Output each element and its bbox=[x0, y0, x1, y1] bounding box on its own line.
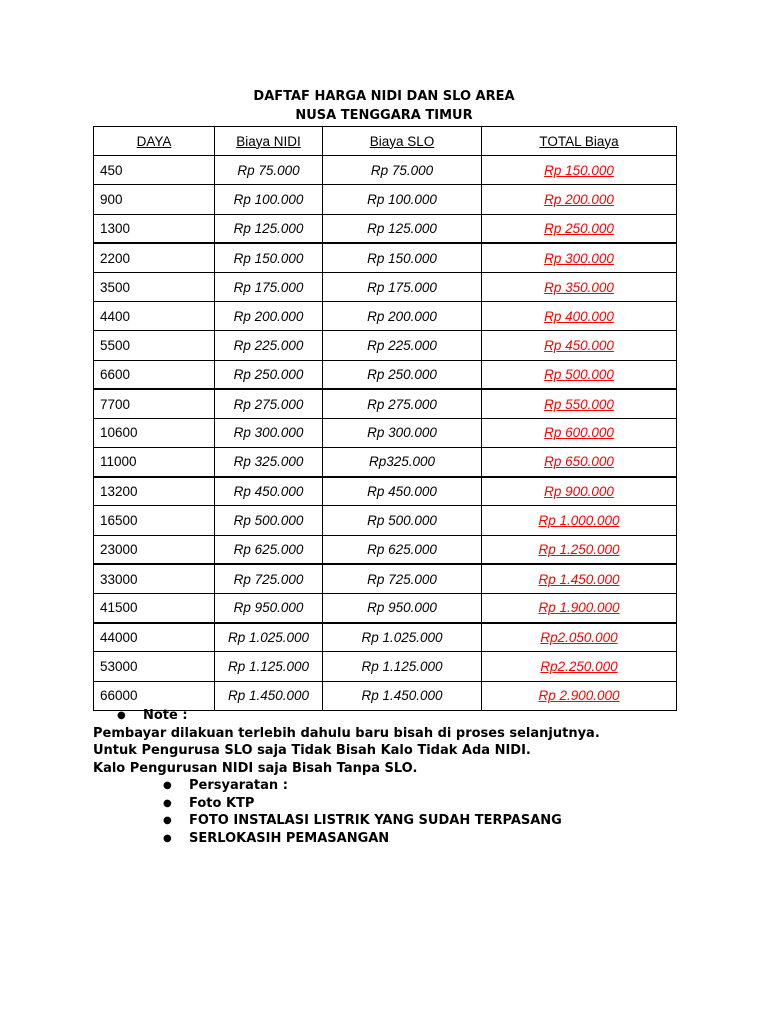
cell-biaya-slo: Rp 300.000 bbox=[323, 418, 482, 447]
cell-biaya-nidi: Rp 125.000 bbox=[215, 214, 323, 243]
cell-biaya-slo: Rp 450.000 bbox=[323, 477, 482, 506]
cell-daya: 900 bbox=[94, 185, 215, 214]
cell-biaya-nidi: Rp 1.025.000 bbox=[215, 623, 323, 652]
cell-biaya-nidi: Rp 300.000 bbox=[215, 418, 323, 447]
cell-biaya-slo: Rp 625.000 bbox=[323, 535, 482, 564]
table-row bbox=[94, 652, 677, 681]
note-line: Untuk Pengurusa SLO saja Tidak Bisah Kalo Tidak Ada NIDI. bbox=[93, 743, 531, 758]
bullet-icon: ● bbox=[163, 797, 172, 809]
cell-total-biaya: Rp 1.900.000 bbox=[482, 594, 677, 623]
cell-biaya-nidi: Rp 275.000 bbox=[215, 389, 323, 418]
requirement-label: Persyaratan : bbox=[189, 778, 288, 793]
cell-biaya-slo: Rp 225.000 bbox=[323, 331, 482, 360]
cell-biaya-nidi: Rp 100.000 bbox=[215, 185, 323, 214]
requirement-label: SERLOKASIH PEMASANGAN bbox=[189, 830, 390, 846]
document-title-line2: NUSA TENGGARA TIMUR bbox=[295, 108, 473, 123]
requirement-item bbox=[163, 812, 693, 830]
note-label: Note : bbox=[143, 708, 188, 723]
cell-biaya-nidi: Rp 500.000 bbox=[215, 506, 323, 535]
note-line: Kalo Pengurusan NIDI saja Bisah Tanpa SLO. bbox=[93, 760, 418, 776]
cell-daya: 2200 bbox=[94, 243, 215, 272]
cell-total-biaya: Rp 450.000 bbox=[482, 331, 677, 360]
cell-biaya-nidi: Rp 75.000 bbox=[215, 156, 323, 185]
table-row bbox=[94, 185, 677, 214]
cell-daya: 33000 bbox=[94, 564, 215, 593]
cell-total-biaya: Rp 300.000 bbox=[482, 243, 677, 272]
cell-total-biaya: Rp 500.000 bbox=[482, 360, 677, 389]
table-row bbox=[94, 389, 677, 418]
table-row bbox=[94, 564, 677, 593]
table-row bbox=[94, 506, 677, 535]
table-row bbox=[94, 594, 677, 623]
cell-biaya-nidi: Rp 1.450.000 bbox=[215, 681, 323, 710]
cell-biaya-slo: Rp325.000 bbox=[323, 448, 482, 477]
cell-daya: 3500 bbox=[94, 272, 215, 301]
header-total-biaya: TOTAL Biaya bbox=[482, 127, 677, 156]
cell-daya: 5500 bbox=[94, 331, 215, 360]
cell-biaya-nidi: Rp 450.000 bbox=[215, 477, 323, 506]
bullet-icon: ● bbox=[163, 815, 172, 826]
cell-total-biaya: Rp 350.000 bbox=[482, 272, 677, 301]
cell-biaya-slo: Rp 725.000 bbox=[323, 564, 482, 593]
cell-daya: 66000 bbox=[94, 681, 215, 710]
table-row bbox=[94, 156, 677, 185]
cell-biaya-nidi: Rp 950.000 bbox=[215, 594, 323, 623]
note-bullet bbox=[117, 707, 693, 725]
table-row bbox=[94, 418, 677, 447]
cell-biaya-slo: Rp 100.000 bbox=[323, 185, 482, 214]
cell-daya: 13200 bbox=[94, 477, 215, 506]
cell-total-biaya: Rp 550.000 bbox=[482, 389, 677, 418]
cell-biaya-nidi: Rp 225.000 bbox=[215, 331, 323, 360]
cell-total-biaya: Rp 1.000.000 bbox=[482, 506, 677, 535]
cell-total-biaya: Rp 150.000 bbox=[482, 156, 677, 185]
cell-biaya-nidi: Rp 250.000 bbox=[215, 360, 323, 389]
cell-biaya-slo: Rp 75.000 bbox=[323, 156, 482, 185]
cell-daya: 41500 bbox=[94, 594, 215, 623]
cell-daya: 450 bbox=[94, 156, 215, 185]
cell-total-biaya: Rp2.050.000 bbox=[482, 623, 677, 652]
price-table bbox=[93, 126, 677, 711]
cell-total-biaya: Rp 650.000 bbox=[482, 448, 677, 477]
cell-total-biaya: Rp2.250.000 bbox=[482, 652, 677, 681]
bullet-icon: ● bbox=[163, 832, 172, 844]
requirement-item bbox=[163, 830, 693, 848]
cell-daya: 1300 bbox=[94, 214, 215, 243]
cell-daya: 4400 bbox=[94, 302, 215, 331]
cell-daya: 53000 bbox=[94, 652, 215, 681]
table-row bbox=[94, 477, 677, 506]
cell-daya: 6600 bbox=[94, 360, 215, 389]
cell-daya: 10600 bbox=[94, 418, 215, 447]
notes-section bbox=[93, 707, 693, 847]
table-row bbox=[94, 243, 677, 272]
requirement-item bbox=[163, 795, 693, 813]
cell-total-biaya: Rp 1.450.000 bbox=[482, 564, 677, 593]
cell-biaya-slo: Rp 175.000 bbox=[323, 272, 482, 301]
cell-biaya-nidi: Rp 150.000 bbox=[215, 243, 323, 272]
cell-biaya-nidi: Rp 175.000 bbox=[215, 272, 323, 301]
cell-biaya-slo: Rp 250.000 bbox=[323, 360, 482, 389]
requirement-label: FOTO INSTALASI LISTRIK YANG SUDAH TERPASANG bbox=[189, 813, 562, 828]
cell-biaya-slo: Rp 275.000 bbox=[323, 389, 482, 418]
document-title-line1: DAFTAF HARGA NIDI DAN SLO AREA bbox=[253, 89, 515, 104]
requirement-label: Foto KTP bbox=[189, 795, 255, 811]
cell-biaya-slo: Rp 1.450.000 bbox=[323, 681, 482, 710]
table-row bbox=[94, 623, 677, 652]
requirement-item bbox=[163, 777, 693, 795]
cell-biaya-slo: Rp 1.025.000 bbox=[323, 623, 482, 652]
cell-daya: 23000 bbox=[94, 535, 215, 564]
note-line: Pembayar dilakuan terlebih dahulu baru bisah di proses selanjutnya. bbox=[93, 725, 600, 741]
table-header-row bbox=[94, 127, 677, 156]
header-daya: DAYA bbox=[94, 127, 215, 156]
cell-biaya-slo: Rp 500.000 bbox=[323, 506, 482, 535]
table-row bbox=[94, 331, 677, 360]
cell-daya: 11000 bbox=[94, 448, 215, 477]
cell-biaya-slo: Rp 125.000 bbox=[323, 214, 482, 243]
cell-daya: 7700 bbox=[94, 389, 215, 418]
cell-biaya-slo: Rp 150.000 bbox=[323, 243, 482, 272]
cell-biaya-slo: Rp 950.000 bbox=[323, 594, 482, 623]
cell-total-biaya: Rp 400.000 bbox=[482, 302, 677, 331]
table-row bbox=[94, 214, 677, 243]
cell-biaya-nidi: Rp 625.000 bbox=[215, 535, 323, 564]
bullet-icon: ● bbox=[117, 710, 126, 721]
table-row bbox=[94, 272, 677, 301]
bullet-icon: ● bbox=[163, 780, 172, 791]
cell-daya: 44000 bbox=[94, 623, 215, 652]
cell-total-biaya: Rp 900.000 bbox=[482, 477, 677, 506]
table-row bbox=[94, 681, 677, 710]
table-row bbox=[94, 448, 677, 477]
header-biaya-slo: Biaya SLO bbox=[323, 127, 482, 156]
cell-biaya-slo: Rp 200.000 bbox=[323, 302, 482, 331]
table-row bbox=[94, 535, 677, 564]
cell-biaya-nidi: Rp 325.000 bbox=[215, 448, 323, 477]
cell-total-biaya: Rp 2.900.000 bbox=[482, 681, 677, 710]
cell-daya: 16500 bbox=[94, 506, 215, 535]
cell-total-biaya: Rp 1.250.000 bbox=[482, 535, 677, 564]
cell-biaya-nidi: Rp 725.000 bbox=[215, 564, 323, 593]
cell-total-biaya: Rp 200.000 bbox=[482, 185, 677, 214]
table-row bbox=[94, 360, 677, 389]
cell-total-biaya: Rp 250.000 bbox=[482, 214, 677, 243]
table-row bbox=[94, 302, 677, 331]
cell-total-biaya: Rp 600.000 bbox=[482, 418, 677, 447]
cell-biaya-nidi: Rp 1.125.000 bbox=[215, 652, 323, 681]
cell-biaya-nidi: Rp 200.000 bbox=[215, 302, 323, 331]
cell-biaya-slo: Rp 1.125.000 bbox=[323, 652, 482, 681]
header-biaya-nidi: Biaya NIDI bbox=[215, 127, 323, 156]
